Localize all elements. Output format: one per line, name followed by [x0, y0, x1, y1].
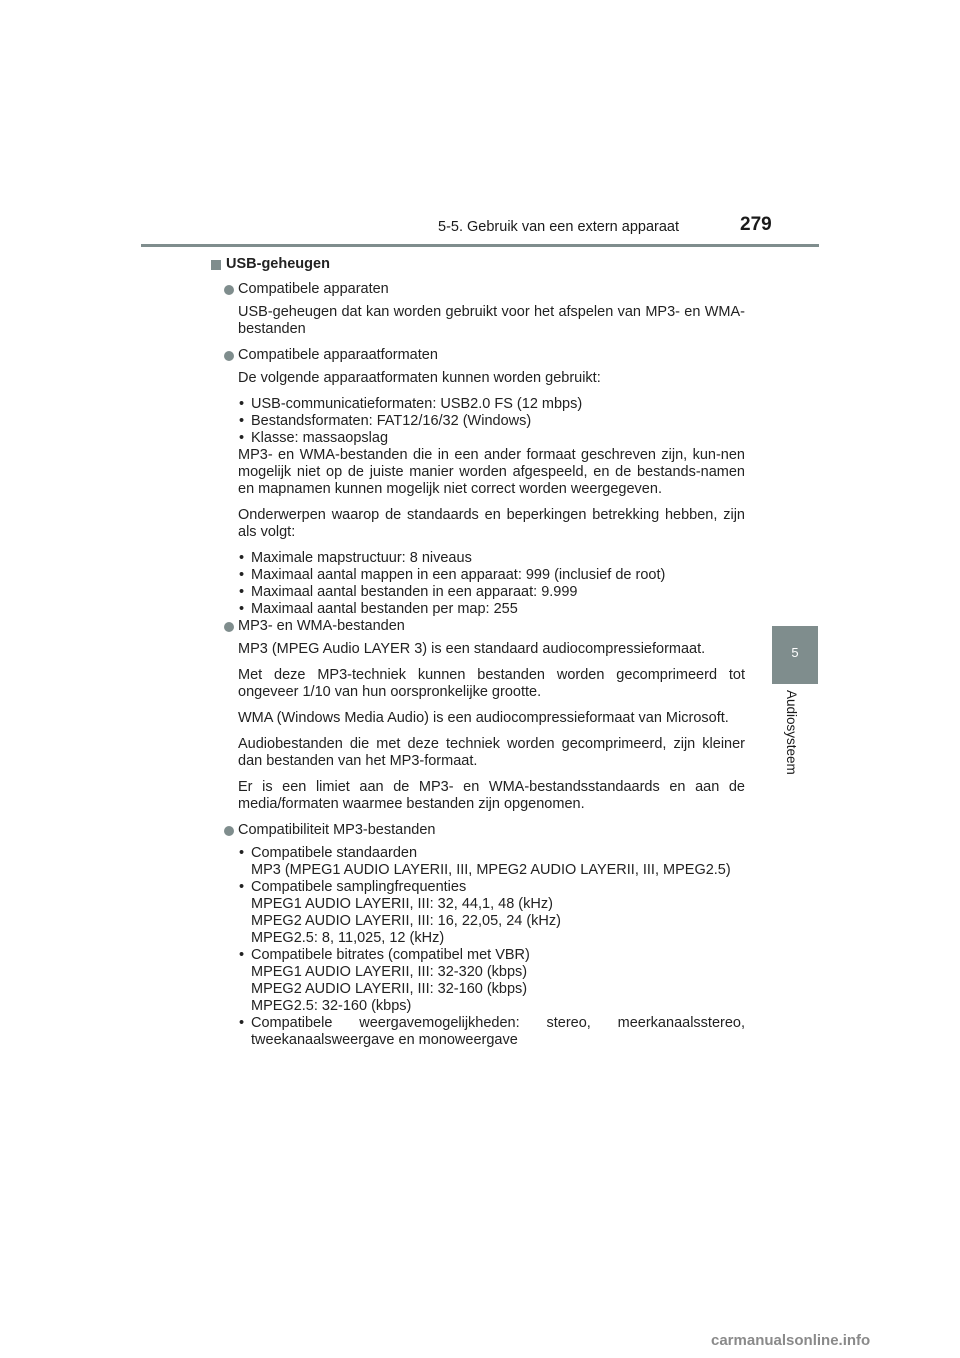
- list-item: • Bestandsformaten: FAT12/16/32 (Windows): [238, 413, 745, 430]
- paragraph: Er is een limiet aan de MP3- en WMA-bestandsstandaards en aan de media/formaten waarmee bestanden zijn opgenomen.: [238, 779, 745, 812]
- item-line: tweekanaalsweergave en monoweergave: [251, 1032, 518, 1048]
- list-item: [238, 947, 745, 1015]
- header-divider: [141, 244, 819, 247]
- list-item: [238, 1015, 745, 1049]
- list-item: • USB-communicatieformaten: USB2.0 FS (12 mbps): [238, 396, 745, 413]
- paragraph: De volgende apparaatformaten kunnen worden gebruikt:: [238, 370, 601, 386]
- item-line: MPEG2.5: 32-160 (kbps): [251, 998, 412, 1014]
- subsection-heading: [224, 281, 745, 298]
- circle-bullet-icon: [224, 622, 234, 632]
- list-item: • Maximaal aantal bestanden in een apparaat: 9.999: [238, 584, 745, 601]
- section-title: 5-5. Gebruik van een extern apparaat: [438, 219, 680, 235]
- item-line: MPEG1 AUDIO LAYERII, III: 32, 44,1, 48 (kHz): [251, 896, 553, 912]
- limits-list: [238, 550, 745, 618]
- list-item: • Maximale mapstructuur: 8 niveaus: [238, 550, 745, 567]
- list-item: • Klasse: massaopslag: [238, 430, 745, 447]
- list-item: • Maximaal aantal mappen in een apparaat: 999 (inclusief de root): [238, 567, 745, 584]
- subsection-title: Compatibele apparaten: [238, 281, 389, 297]
- format-list: [238, 396, 745, 447]
- item-line: MPEG2 AUDIO LAYERII, III: 32-160 (kbps): [251, 981, 528, 997]
- item-line: MPEG2.5: 8, 11,025, 12 (kHz): [251, 930, 445, 946]
- paragraph: USB-geheugen dat kan worden gebruikt voor het afspelen van MP3- en WMA-bestanden: [238, 304, 745, 337]
- compatibility-list: [238, 845, 745, 1049]
- item-label: • Compatibele standaarden: [251, 845, 418, 861]
- subsection-heading: [224, 822, 745, 839]
- paragraph: MP3- en WMA-bestanden die in een ander formaat geschreven zijn, kun-nen mogelijk niet op de juiste manier worden afgespeeld, en de bestands-namen en mapnamen kunnen mogelijk niet correct worden weergegeven.: [238, 447, 745, 497]
- subsection-title: Compatibiliteit MP3-bestanden: [238, 822, 436, 838]
- item-label: • Compatibele samplingfrequenties: [251, 879, 467, 895]
- chapter-tab: [772, 626, 818, 684]
- circle-bullet-icon: [224, 285, 234, 295]
- chapter-number: 5: [791, 645, 799, 660]
- page-number: 279: [740, 214, 772, 235]
- list-item: • Maximaal aantal bestanden per map: 255: [238, 601, 745, 618]
- item-label: • Compatibele bitrates (compatibel met VBR): [251, 947, 530, 963]
- page-content: [212, 256, 745, 1049]
- subsection-title: Compatibele apparaatformaten: [238, 347, 438, 363]
- list-item: [238, 879, 745, 947]
- list-item: [238, 845, 745, 879]
- item-line: MP3 (MPEG1 AUDIO LAYERII, III, MPEG2 AUDIO LAYERII, III, MPEG2.5): [251, 862, 731, 878]
- item-label: • Compatibele weergavemogelijkheden: stereo, meerkanaalsstereo,: [251, 1015, 745, 1031]
- circle-bullet-icon: [224, 826, 234, 836]
- paragraph: MP3 (MPEG Audio LAYER 3) is een standaard audiocompressieformaat.: [238, 641, 706, 657]
- watermark: carmanualsonline.info: [711, 1332, 871, 1349]
- paragraph: Audiobestanden die met deze techniek worden gecomprimeerd, zijn kleiner dan bestanden van het MP3-formaat.: [238, 736, 745, 769]
- paragraph: Onderwerpen waarop de standaards en beperkingen betrekking hebben, zijn als volgt:: [238, 507, 745, 540]
- section-heading: [212, 256, 745, 273]
- item-line: MPEG1 AUDIO LAYERII, III: 32-320 (kbps): [251, 964, 528, 980]
- chapter-label: Audiosysteem: [784, 690, 799, 775]
- item-line: MPEG2 AUDIO LAYERII, III: 16, 22,05, 24 (kHz): [251, 913, 561, 929]
- subsection-title: MP3- en WMA-bestanden: [238, 618, 405, 634]
- heading-text: USB-geheugen: [226, 256, 330, 272]
- subsection-heading: [224, 618, 745, 635]
- paragraph: WMA (Windows Media Audio) is een audiocompressieformaat van Microsoft.: [238, 710, 729, 726]
- paragraph: Met deze MP3-techniek kunnen bestanden worden gecomprimeerd tot ongeveer 1/10 van hun oorspronkelijke grootte.: [238, 667, 745, 700]
- square-bullet-icon: [211, 260, 221, 270]
- circle-bullet-icon: [224, 351, 234, 361]
- subsection-heading: [224, 347, 745, 364]
